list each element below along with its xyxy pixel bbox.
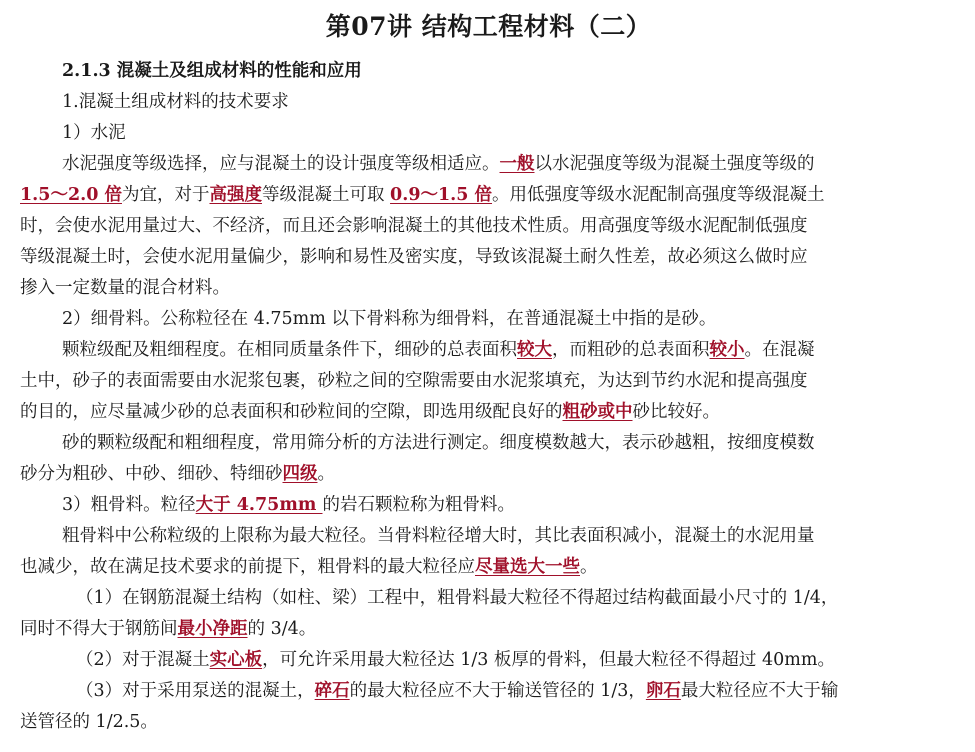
text-line — [20, 490, 957, 521]
text-segment: 等级混凝土可取 — [261, 185, 391, 205]
text-segment: 土中，砂子的表面需要由水泥浆包裹，砂粒之间的空隙需要由水泥浆填充，为达到节约水泥和提高强度 — [20, 371, 808, 391]
highlighted-term: 尽量选大一些 — [475, 557, 580, 577]
text-segment: 送管径的 1/2.5。 — [20, 712, 158, 732]
text-segment: ，而粗砂的总表面积 — [552, 340, 710, 360]
text-segment: 砂比较好。 — [632, 402, 720, 422]
text-line — [20, 335, 957, 366]
text-segment: 。用低强度等级水泥配制高强度等级混凝土 — [492, 185, 825, 205]
text-segment: 的目的，应尽量减少砂的总表面积和砂粒间的空隙，即选用级配良好的 — [20, 402, 563, 422]
text-line — [20, 583, 957, 614]
text-segment: 时，会使水泥用量过大、不经济，而且还会影响混凝土的其他技术性质。用高强度等级水泥配制低强度 — [20, 216, 808, 236]
highlighted-term: 四级 — [282, 464, 318, 484]
text-segment: 1.混凝土组成材料的技术要求 — [62, 92, 289, 112]
highlighted-term: 一般 — [499, 154, 535, 174]
text-line — [20, 552, 957, 583]
text-line — [20, 56, 957, 87]
highlighted-term: 较大 — [517, 340, 552, 360]
highlighted-term: 较小 — [709, 340, 745, 360]
text-line — [20, 614, 957, 645]
highlighted-term: 高强度 — [209, 185, 262, 205]
text-line — [20, 397, 957, 428]
highlighted-term: 0.9～1.5 倍 — [390, 185, 493, 205]
text-segment: 砂分为粗砂、中砂、细砂、特细砂 — [20, 464, 283, 484]
text-line — [20, 304, 957, 335]
text-segment: 砂的颗粒级配和粗细程度，常用筛分析的方法进行测定。细度模数越大，表示砂越粗，按细度模数 — [62, 433, 815, 453]
text-segment: ，可允许采用最大粒径达 1/3 板厚的骨料，但最大粒径不得超过 40mm。 — [262, 650, 835, 670]
text-segment: 2.1.3 混凝土及组成材料的性能和应用 — [62, 61, 362, 81]
text-line — [20, 428, 957, 459]
text-segment: （1）在钢筋混凝土结构（如柱、梁）工程中，粗骨料最大粒径不得超过结构截面最小尺寸的 1/4， — [76, 588, 839, 608]
highlighted-term: 最小净距 — [177, 619, 248, 639]
text-segment: 。在混凝 — [744, 340, 815, 360]
text-segment: 粗骨料中公称粒级的上限称为最大粒径。当骨料粒径增大时，其比表面积减小，混凝土的水泥用量 — [62, 526, 815, 546]
highlighted-term: 粗砂或中 — [562, 402, 633, 422]
text-line — [20, 273, 957, 304]
text-line — [20, 645, 957, 676]
document-body — [20, 56, 957, 738]
text-segment: 2）细骨料。公称粒径在 4.75mm 以下骨料称为细骨料，在普通混凝土中指的是砂。 — [62, 309, 717, 329]
text-segment: 水泥强度等级选择，应与混凝土的设计强度等级相适应。 — [62, 154, 500, 174]
highlighted-term: 实心板 — [209, 650, 263, 670]
text-segment: 的 3/4。 — [247, 619, 317, 639]
text-segment: 掺入一定数量的混合材料。 — [20, 278, 230, 298]
text-line — [20, 707, 957, 738]
text-segment: 最大粒径应不大于输 — [680, 681, 839, 701]
highlighted-term: 碎石 — [314, 681, 350, 701]
text-line — [20, 676, 957, 707]
text-segment: 为宜，对于 — [121, 185, 210, 205]
text-segment: 1）水泥 — [62, 123, 126, 143]
highlighted-term: 1.5～2.0 倍 — [20, 185, 122, 205]
text-line — [20, 242, 957, 273]
text-line — [20, 366, 957, 397]
text-segment: 的最大粒径应不大于输送管径的 1/3， — [349, 681, 646, 701]
text-line — [20, 521, 957, 552]
text-segment: （2）对于混凝土 — [76, 650, 210, 670]
text-line — [20, 211, 957, 242]
text-segment: 。 — [580, 557, 598, 577]
highlighted-term: 卵石 — [645, 681, 681, 701]
text-segment: 以水泥强度等级为混凝土强度等级的 — [534, 154, 815, 174]
text-segment: 的岩石颗粒称为粗骨料。 — [322, 495, 515, 515]
text-segment: 同时不得大于钢筋间 — [20, 619, 178, 639]
text-line — [20, 118, 957, 149]
document-page — [0, 10, 975, 752]
text-line — [20, 87, 957, 118]
text-segment: 等级混凝土时，会使水泥用量偏少，影响和易性及密实度，导致该混凝土耐久性差，故必须这么做时应 — [20, 247, 808, 267]
text-segment: 。 — [317, 464, 335, 484]
page-title: 第07讲 结构工程材料（二） — [325, 12, 652, 41]
text-line — [20, 149, 957, 180]
text-segment: （3）对于采用泵送的混凝土， — [76, 681, 315, 701]
text-segment: 3）粗骨料。粒径 — [62, 495, 196, 515]
text-segment: 颗粒级配及粗细程度。在相同质量条件下，细砂的总表面积 — [62, 340, 517, 360]
text-segment: 也减少，故在满足技术要求的前提下，粗骨料的最大粒径应 — [20, 557, 475, 577]
text-line — [20, 459, 957, 490]
text-line — [20, 180, 957, 211]
highlighted-term: 大于 4.75mm — [195, 495, 323, 515]
